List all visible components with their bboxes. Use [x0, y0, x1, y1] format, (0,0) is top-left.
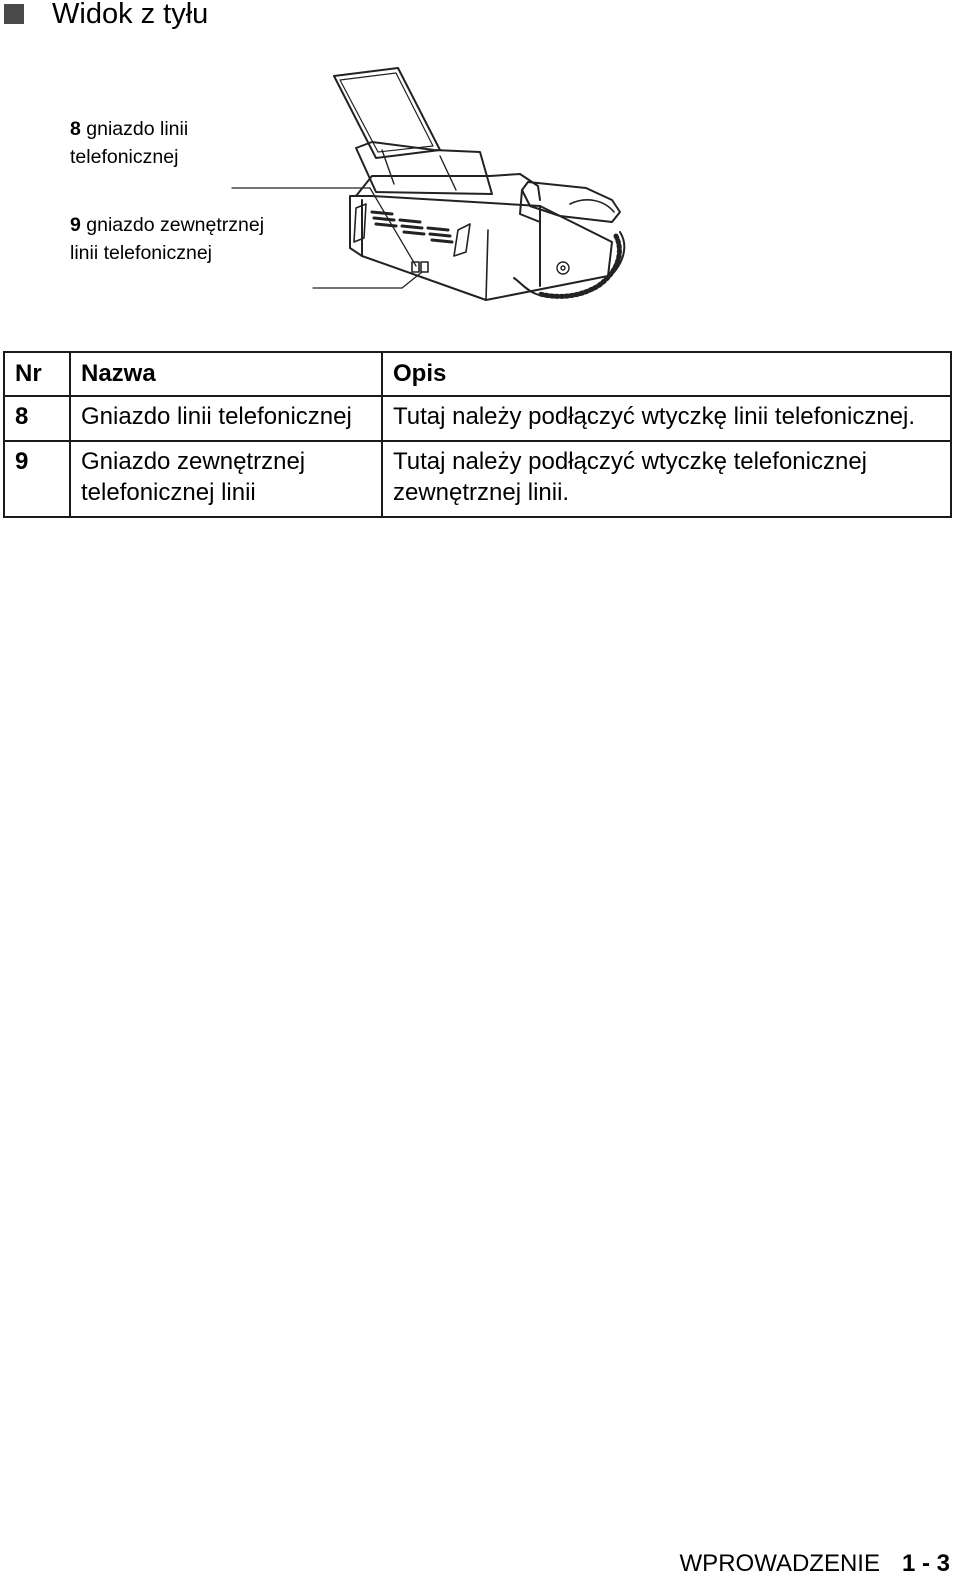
cell-description: Tutaj należy podłączyć wtyczkę telefonicznej zewnętrznej linii. — [382, 441, 951, 517]
footer-page-number: 1 - 3 — [901, 1550, 950, 1577]
cell-description: Tutaj należy podłączyć wtyczkę linii telefonicznej. — [382, 396, 951, 441]
cell-nr: 9 — [4, 441, 70, 517]
section-title: Widok z tyłu — [52, 0, 209, 30]
callout-text: telefonicznej — [70, 146, 179, 168]
callout-8 — [70, 115, 188, 171]
section-header — [4, 0, 208, 34]
section-marker-icon — [4, 4, 24, 24]
fax-machine-illustration — [0, 60, 960, 340]
callout-text: gniazdo zewnętrznej — [86, 214, 265, 236]
header-name: Nazwa — [70, 352, 382, 396]
callout-number: 9 — [70, 214, 81, 236]
cell-name: Gniazdo linii telefonicznej — [70, 396, 382, 441]
callout-text: linii telefonicznej — [70, 242, 212, 264]
table-header-row — [4, 352, 951, 396]
page-footer — [680, 1548, 950, 1580]
table-row — [4, 441, 951, 517]
header-description: Opis — [382, 352, 951, 396]
footer-chapter: WPROWADZENIE — [679, 1550, 880, 1577]
cell-name: Gniazdo zewnętrznej telefonicznej linii — [70, 441, 382, 517]
table-row — [4, 396, 951, 441]
cell-nr: 8 — [4, 396, 70, 441]
callout-text: gniazdo linii — [86, 118, 189, 140]
parts-table — [3, 351, 952, 518]
callout-number: 8 — [70, 118, 81, 140]
header-nr: Nr — [4, 352, 70, 396]
callout-9 — [70, 211, 264, 267]
